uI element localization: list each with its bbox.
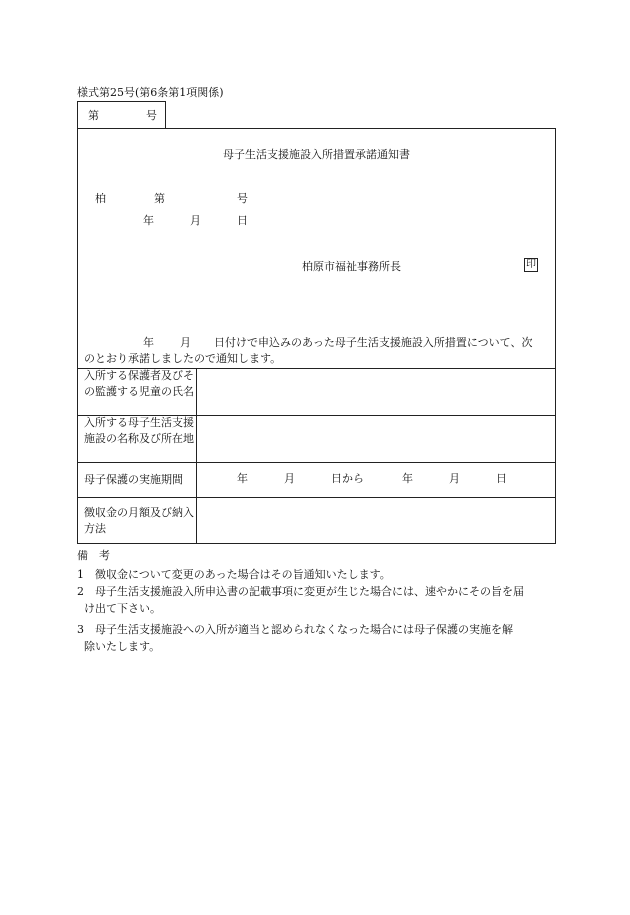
period-month-start: 月 (284, 472, 295, 485)
intro-month: 月 (180, 336, 191, 349)
intro-text-line2: のとおり承諾しましたので通知します。 (84, 352, 282, 365)
note-text: 母子生活支援施設入所申込書の記載事項に変更が生じた場合には、速やかにその旨を届 (95, 585, 524, 598)
document-number-box (77, 101, 166, 128)
intro-year: 年 (143, 336, 154, 349)
ref-go: 号 (237, 192, 248, 205)
row-label-fee: 徴収金の月額及び納入方法 (84, 506, 194, 535)
period-day-end: 日 (496, 472, 507, 485)
column-divider (196, 368, 197, 543)
note-number: 3 (77, 623, 84, 636)
note-number: 2 (77, 585, 84, 598)
number-box-dai: 第 (88, 109, 99, 122)
period-day-start: 日から (331, 472, 364, 485)
period-year-end: 年 (402, 472, 413, 485)
ref-dai: 第 (154, 192, 165, 205)
date-month: 月 (190, 214, 201, 227)
intro-text-line1: 日付けで申込みのあった母子生活支援施設入所措置について、次 (214, 336, 533, 349)
number-box-go: 号 (146, 109, 157, 122)
form-number-label: 様式第25号(第6条第1項関係) (77, 86, 224, 99)
ref-prefix: 柏 (95, 192, 106, 205)
row-label-period: 母子保護の実施期間 (84, 473, 183, 486)
notice-form (77, 128, 556, 544)
note-text: 徴収金について変更のあった場合はその旨通知いたします。 (95, 568, 391, 581)
row-divider (78, 497, 555, 498)
row-label-guardian-name: 入所する保護者及びその監護する児童の氏名 (84, 369, 194, 398)
issuer-name: 柏原市福祉事務所長 (302, 260, 401, 273)
note-item (77, 566, 555, 583)
period-month-end: 月 (449, 472, 460, 485)
date-day: 日 (237, 214, 248, 227)
note-number: 1 (77, 568, 84, 581)
note-text-continued: 除いたします。 (84, 640, 161, 653)
note-text-continued: け出て下さい。 (84, 602, 161, 615)
date-year: 年 (143, 214, 154, 227)
document-title: 母子生活支援施設入所措置承諾通知書 (223, 148, 410, 161)
note-item (77, 583, 555, 617)
note-text: 母子生活支援施設への入所が適当と認められなくなった場合には母子保護の実施を解 (95, 623, 513, 636)
period-year-start: 年 (237, 472, 248, 485)
row-label-facility: 入所する母子生活支援施設の名称及び所在地 (84, 416, 194, 445)
seal-mark: 印 (526, 259, 536, 270)
note-item (77, 621, 555, 655)
row-divider (78, 462, 555, 463)
remarks-heading: 備 考 (77, 549, 110, 562)
